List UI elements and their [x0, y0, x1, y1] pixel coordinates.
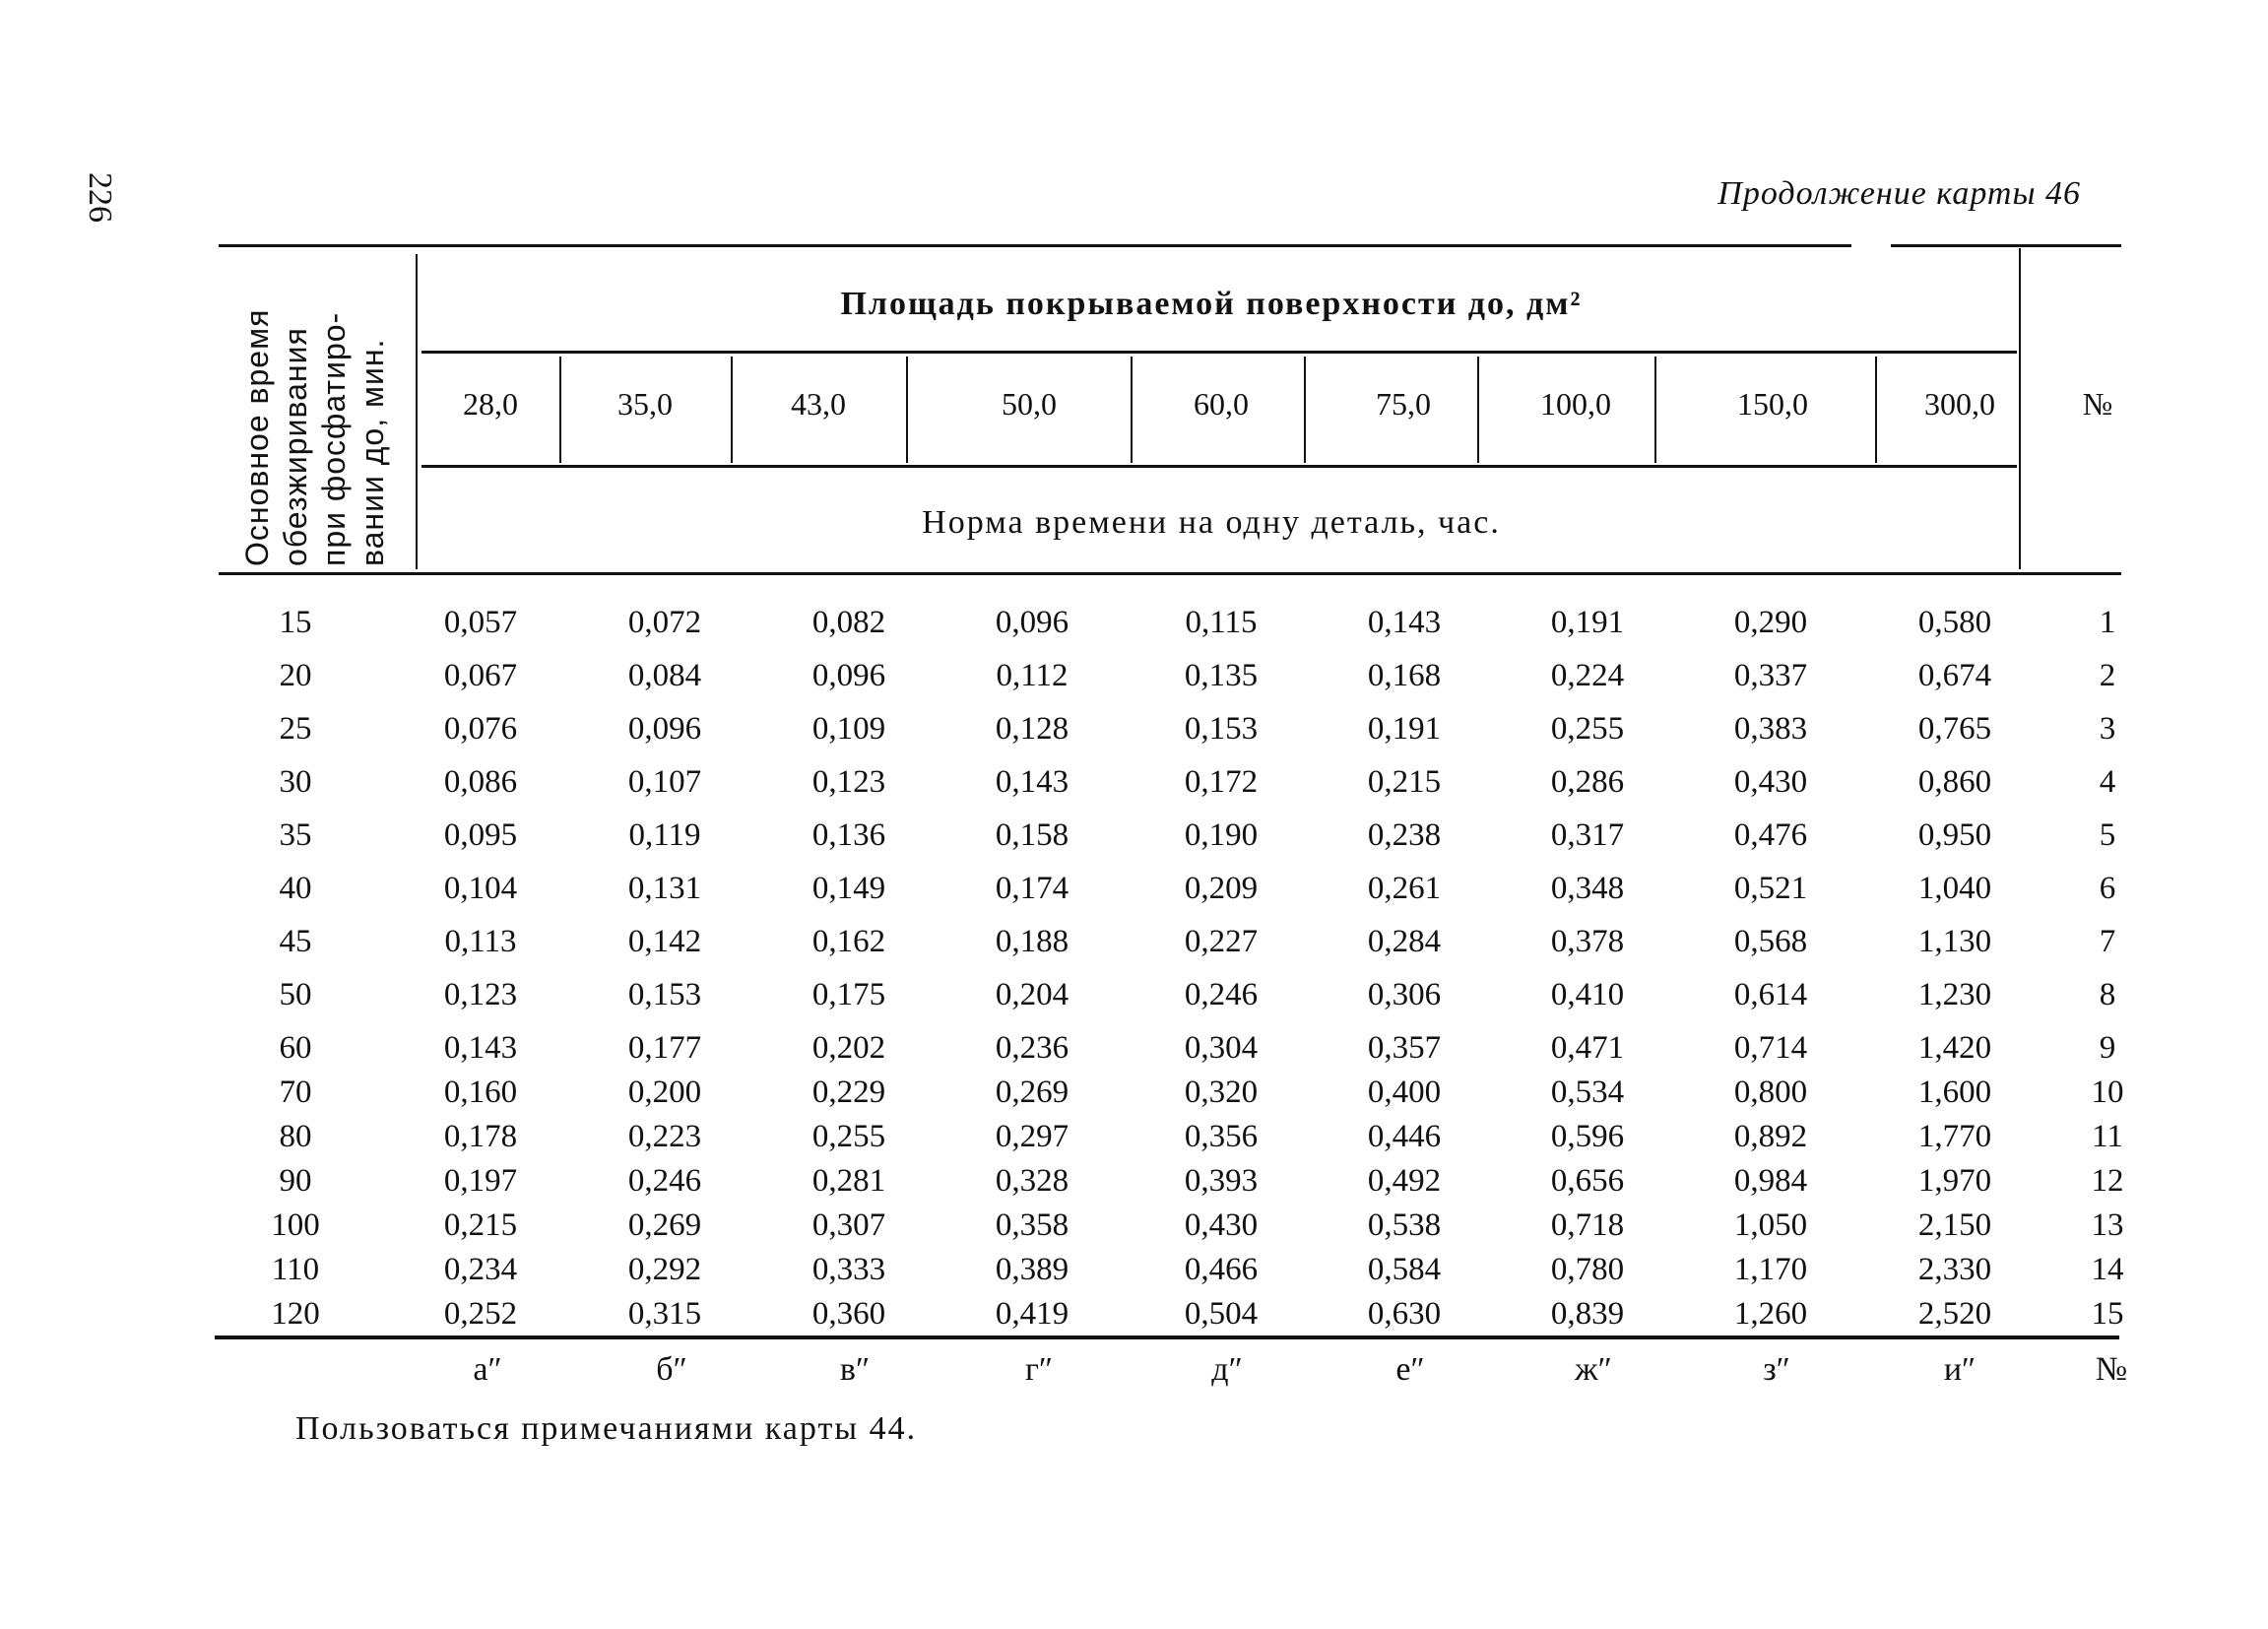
- time-cell: 30: [279, 764, 312, 800]
- norm-value-cell: 0,714: [1733, 1030, 1808, 1066]
- time-cell: 25: [279, 711, 312, 747]
- area-header-cell: 35,0: [617, 386, 673, 422]
- time-cell: 50: [279, 977, 312, 1012]
- area-divider: [1477, 357, 1479, 463]
- norm-value-cell: 0,337: [1733, 658, 1808, 693]
- norm-value-cell: 0,568: [1733, 924, 1808, 959]
- norm-value-cell: 0,223: [627, 1119, 702, 1154]
- norm-value-cell: 0,466: [1184, 1252, 1259, 1287]
- norm-value-cell: 0,269: [627, 1207, 702, 1243]
- norm-value-cell: 0,104: [443, 871, 518, 906]
- area-header-cell: 60,0: [1194, 386, 1249, 422]
- norm-value-cell: 1,260: [1733, 1296, 1808, 1332]
- norm-value-cell: 0,095: [443, 817, 518, 853]
- norm-value-cell: 0,292: [627, 1252, 702, 1287]
- norm-value-cell: 1,970: [1917, 1163, 1992, 1199]
- norm-value-cell: 0,215: [443, 1207, 518, 1243]
- time-cell: 15: [279, 605, 312, 640]
- row-number-cell: 10: [2091, 1075, 2124, 1110]
- column-label: и″: [1943, 1351, 1976, 1388]
- norm-value-cell: 0,492: [1367, 1163, 1442, 1199]
- norm-value-cell: 0,109: [811, 711, 886, 747]
- norm-value-cell: 0,328: [995, 1163, 1069, 1199]
- norm-value-cell: 0,984: [1733, 1163, 1808, 1199]
- row-number-cell: 5: [2099, 817, 2116, 853]
- row-number-cell: 11: [2092, 1119, 2123, 1154]
- norm-value-cell: 0,255: [811, 1119, 886, 1154]
- norm-value-cell: 0,800: [1733, 1075, 1808, 1110]
- norm-value-cell: 0,476: [1733, 817, 1808, 853]
- norm-value-cell: 0,538: [1367, 1207, 1442, 1243]
- row-number-cell: 2: [2099, 658, 2116, 693]
- time-header-line: вании до, мин.: [355, 338, 390, 566]
- norm-value-cell: 0,269: [995, 1075, 1069, 1110]
- norm-value-cell: 0,131: [627, 871, 702, 906]
- time-header-line: при фосфатиро-: [316, 311, 352, 566]
- area-header-cell: 43,0: [791, 386, 846, 422]
- area-divider: [1304, 357, 1306, 463]
- time-cell: 40: [279, 871, 312, 906]
- header-bottom-rule: [219, 572, 2121, 575]
- norm-value-cell: 0,236: [995, 1030, 1069, 1066]
- norm-value-cell: 0,255: [1550, 711, 1625, 747]
- norm-value-cell: 0,123: [443, 977, 518, 1012]
- norm-value-cell: 0,136: [811, 817, 886, 853]
- norm-value-cell: 0,112: [996, 658, 1069, 693]
- norm-value-cell: 0,718: [1550, 1207, 1625, 1243]
- norm-value-cell: 0,096: [811, 658, 886, 693]
- norm-value-cell: 0,400: [1367, 1075, 1442, 1110]
- norm-value-cell: 0,177: [627, 1030, 702, 1066]
- norm-value-cell: 1,230: [1917, 977, 1992, 1012]
- column-label: а″: [473, 1351, 502, 1388]
- norm-value-cell: 0,082: [811, 605, 886, 640]
- norm-value-cell: 0,224: [1550, 658, 1625, 693]
- norm-value-cell: 0,096: [627, 711, 702, 747]
- norm-value-cell: 0,297: [995, 1119, 1069, 1154]
- norm-value-cell: 0,191: [1550, 605, 1625, 640]
- norm-value-cell: 0,892: [1733, 1119, 1808, 1154]
- norm-value-cell: 0,234: [443, 1252, 518, 1287]
- norm-value-cell: 0,357: [1367, 1030, 1442, 1066]
- area-title-rule: [421, 351, 2017, 354]
- norm-value-cell: 0,614: [1733, 977, 1808, 1012]
- norm-value-cell: 1,600: [1917, 1075, 1992, 1110]
- time-cell: 60: [279, 1030, 312, 1066]
- area-header-cell: 150,0: [1737, 386, 1808, 422]
- norm-value-cell: 0,190: [1184, 817, 1259, 853]
- norm-value-cell: 0,393: [1184, 1163, 1259, 1199]
- norm-value-cell: 0,333: [811, 1252, 886, 1287]
- time-cell: 45: [279, 924, 312, 959]
- norm-value-cell: 1,420: [1917, 1030, 1992, 1066]
- norm-value-cell: 0,143: [1367, 605, 1442, 640]
- norm-value-cell: 0,191: [1367, 711, 1442, 747]
- footnote: Пользоваться примечаниями карты 44.: [295, 1410, 918, 1447]
- norm-value-cell: 0,204: [995, 977, 1069, 1012]
- norm-value-cell: 0,135: [1184, 658, 1259, 693]
- norm-value-cell: 0,162: [811, 924, 886, 959]
- time-cell: 35: [279, 817, 312, 853]
- area-title: Площадь покрываемой поверхности до, дм²: [840, 286, 1583, 322]
- time-header-line: обезжиривания: [278, 327, 313, 566]
- norm-value-cell: 0,304: [1184, 1030, 1259, 1066]
- area-divider: [559, 357, 561, 463]
- norm-value-cell: 0,419: [995, 1296, 1069, 1332]
- area-header-cell: 100,0: [1540, 386, 1611, 422]
- norm-value-cell: 0,084: [627, 658, 702, 693]
- norm-value-cell: 0,307: [811, 1207, 886, 1243]
- areas-bottom-rule: [421, 465, 2017, 468]
- norm-value-cell: 0,765: [1917, 711, 1992, 747]
- body-bottom-rule: [215, 1336, 2119, 1339]
- row-number-cell: 14: [2091, 1252, 2124, 1287]
- row-number-cell: 15: [2091, 1296, 2124, 1332]
- time-cell: 70: [279, 1075, 312, 1110]
- norm-value-cell: 0,175: [811, 977, 886, 1012]
- norm-value-cell: 1,170: [1733, 1252, 1808, 1287]
- norm-value-cell: 0,286: [1550, 764, 1625, 800]
- norm-value-cell: 0,656: [1550, 1163, 1625, 1199]
- norm-value-cell: 0,430: [1733, 764, 1808, 800]
- norm-value-cell: 0,315: [627, 1296, 702, 1332]
- norm-value-cell: 0,160: [443, 1075, 518, 1110]
- norm-value-cell: 0,630: [1367, 1296, 1442, 1332]
- norm-value-cell: 0,142: [627, 924, 702, 959]
- area-header-cell: 50,0: [1002, 386, 1057, 422]
- table-top-rule-right: [1891, 244, 2121, 247]
- page-number: 226: [82, 172, 118, 223]
- norm-value-cell: 0,246: [1184, 977, 1259, 1012]
- area-divider: [1654, 357, 1656, 463]
- norm-value-cell: 0,172: [1184, 764, 1259, 800]
- continuation-caption: Продолжение карты 46: [1717, 175, 2081, 212]
- norm-value-cell: 0,200: [627, 1075, 702, 1110]
- norm-value-cell: 2,330: [1917, 1252, 1992, 1287]
- area-divider: [1875, 357, 1877, 463]
- norm-value-cell: 0,446: [1367, 1119, 1442, 1154]
- norm-value-cell: 0,153: [1184, 711, 1259, 747]
- row-number-cell: 13: [2091, 1207, 2124, 1243]
- norm-value-cell: 1,130: [1917, 924, 1992, 959]
- norm-value-cell: 0,149: [811, 871, 886, 906]
- row-number-cell: 7: [2099, 924, 2116, 959]
- column-label: д″: [1211, 1351, 1243, 1388]
- norm-value-cell: 0,504: [1184, 1296, 1259, 1332]
- column-label: в″: [839, 1351, 871, 1388]
- norm-value-cell: 0,580: [1917, 605, 1992, 640]
- column-label: №: [2095, 1351, 2128, 1388]
- area-divider: [731, 357, 733, 463]
- norm-value-cell: 0,860: [1917, 764, 1992, 800]
- area-header-cell: 75,0: [1376, 386, 1431, 422]
- norm-value-cell: 0,358: [995, 1207, 1069, 1243]
- column-label: з″: [1763, 1351, 1790, 1388]
- norm-value-cell: 0,356: [1184, 1119, 1259, 1154]
- norm-value-cell: 0,096: [995, 605, 1069, 640]
- norm-value-cell: 0,252: [443, 1296, 518, 1332]
- side-header-divider: [416, 254, 418, 569]
- norm-value-cell: 0,383: [1733, 711, 1808, 747]
- norm-value-cell: 0,378: [1550, 924, 1625, 959]
- norm-value-cell: 0,202: [811, 1030, 886, 1066]
- norm-value-cell: 0,320: [1184, 1075, 1259, 1110]
- norm-value-cell: 0,284: [1367, 924, 1442, 959]
- time-cell: 100: [271, 1207, 320, 1243]
- norm-value-cell: 0,072: [627, 605, 702, 640]
- norm-value-cell: 0,281: [811, 1163, 886, 1199]
- row-number-cell: 12: [2091, 1163, 2124, 1199]
- norm-value-cell: 0,430: [1184, 1207, 1259, 1243]
- norm-title: Норма времени на одну деталь, час.: [922, 504, 1501, 541]
- table-top-rule: [219, 244, 1851, 247]
- norm-value-cell: 2,520: [1917, 1296, 1992, 1332]
- row-number-cell: 4: [2099, 764, 2116, 800]
- time-header-line: Основное время: [239, 308, 275, 566]
- norm-value-cell: 0,290: [1733, 605, 1808, 640]
- norm-value-cell: 0,471: [1550, 1030, 1625, 1066]
- norm-value-cell: 1,770: [1917, 1119, 1992, 1154]
- norm-value-cell: 0,086: [443, 764, 518, 800]
- norm-value-cell: 0,238: [1367, 817, 1442, 853]
- norm-value-cell: 0,143: [995, 764, 1069, 800]
- norm-value-cell: 0,115: [1185, 605, 1258, 640]
- norm-value-cell: 0,410: [1550, 977, 1625, 1012]
- column-label: е″: [1395, 1351, 1425, 1388]
- norm-value-cell: 0,143: [443, 1030, 518, 1066]
- row-number-cell: 6: [2099, 871, 2116, 906]
- norm-value-cell: 0,158: [995, 817, 1069, 853]
- time-cell: 80: [279, 1119, 312, 1154]
- norm-value-cell: 0,674: [1917, 658, 1992, 693]
- norm-value-cell: 0,584: [1367, 1252, 1442, 1287]
- norm-value-cell: 0,521: [1733, 871, 1808, 906]
- norm-value-cell: 0,107: [627, 764, 702, 800]
- time-cell: 110: [271, 1252, 320, 1287]
- norm-value-cell: 0,317: [1550, 817, 1625, 853]
- norm-value-cell: 0,348: [1550, 871, 1625, 906]
- norm-value-cell: 0,261: [1367, 871, 1442, 906]
- norm-value-cell: 0,306: [1367, 977, 1442, 1012]
- column-label: г″: [1024, 1351, 1054, 1388]
- norm-value-cell: 0,596: [1550, 1119, 1625, 1154]
- norm-value-cell: 0,227: [1184, 924, 1259, 959]
- time-column-header: [238, 251, 392, 566]
- norm-value-cell: 0,839: [1550, 1296, 1625, 1332]
- area-divider: [906, 357, 908, 463]
- norm-value-cell: 0,246: [627, 1163, 702, 1199]
- column-label: ж″: [1575, 1351, 1612, 1388]
- norm-value-cell: 0,119: [628, 817, 701, 853]
- column-label: б″: [656, 1351, 687, 1388]
- norm-value-cell: 0,178: [443, 1119, 518, 1154]
- area-header-cell: 300,0: [1924, 386, 1995, 422]
- time-cell: 90: [279, 1163, 312, 1199]
- norm-value-cell: 0,389: [995, 1252, 1069, 1287]
- norm-value-cell: 0,360: [811, 1296, 886, 1332]
- time-cell: 120: [271, 1296, 320, 1332]
- area-divider: [1131, 357, 1133, 463]
- norm-value-cell: 0,197: [443, 1163, 518, 1199]
- norm-value-cell: 0,229: [811, 1075, 886, 1110]
- norm-value-cell: 0,174: [995, 871, 1069, 906]
- area-header-cell: 28,0: [463, 386, 518, 422]
- number-column-header: №: [2082, 386, 2113, 422]
- norm-value-cell: 0,188: [995, 924, 1069, 959]
- norm-value-cell: 0,534: [1550, 1075, 1625, 1110]
- row-number-cell: 9: [2099, 1030, 2116, 1066]
- norm-value-cell: 2,150: [1917, 1207, 1992, 1243]
- norm-value-cell: 0,123: [811, 764, 886, 800]
- norm-value-cell: 0,113: [444, 924, 517, 959]
- norm-value-cell: 1,050: [1733, 1207, 1808, 1243]
- norm-value-cell: 0,076: [443, 711, 518, 747]
- norm-value-cell: 0,057: [443, 605, 518, 640]
- norm-value-cell: 0,215: [1367, 764, 1442, 800]
- norm-value-cell: 0,209: [1184, 871, 1259, 906]
- norm-value-cell: 0,950: [1917, 817, 1992, 853]
- norm-value-cell: 0,067: [443, 658, 518, 693]
- time-cell: 20: [279, 658, 312, 693]
- norm-value-cell: 0,168: [1367, 658, 1442, 693]
- norm-value-cell: 0,153: [627, 977, 702, 1012]
- norm-value-cell: 0,780: [1550, 1252, 1625, 1287]
- row-number-cell: 1: [2099, 605, 2116, 640]
- norm-value-cell: 0,128: [995, 711, 1069, 747]
- row-number-cell: 8: [2099, 977, 2116, 1012]
- row-number-cell: 3: [2099, 711, 2116, 747]
- norm-value-cell: 1,040: [1917, 871, 1992, 906]
